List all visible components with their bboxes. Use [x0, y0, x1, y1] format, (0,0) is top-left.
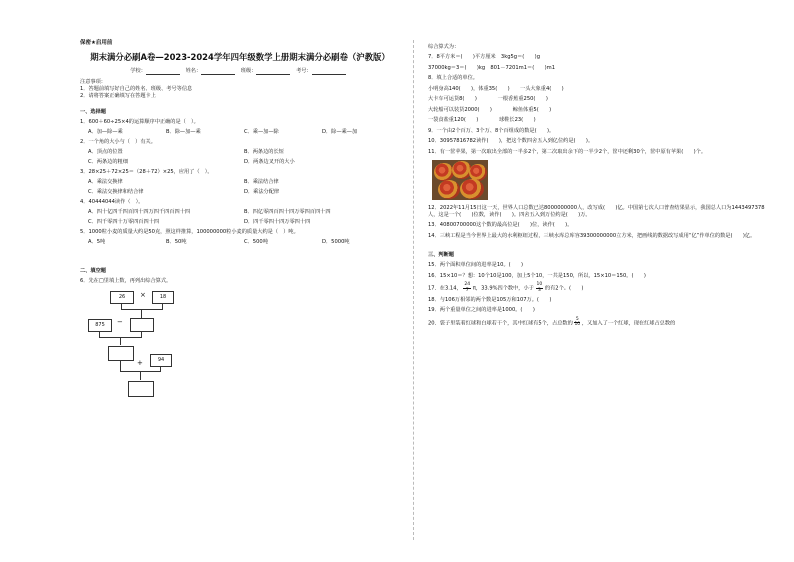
q2-option-b[interactable]: B．两条边的长短 — [244, 148, 284, 155]
notice-2: 2．请将答案正确填写在答题卡上 — [80, 93, 156, 100]
fraction-24-7 — [463, 283, 471, 293]
info-class: 班级： — [240, 68, 257, 75]
q17-mid: π，33.9%四个数中，小于 — [472, 285, 534, 292]
answer-box-3[interactable] — [128, 381, 154, 397]
q1-option-c[interactable]: C．乘—加—除 — [244, 128, 279, 135]
right-column — [428, 40, 768, 331]
q8-row4: 一袋食盐重120( ) 球鞋长23( ) — [428, 117, 536, 124]
frac-denominator: 3 — [537, 287, 541, 293]
box-875: 875 — [88, 319, 112, 332]
fraction-10-3 — [536, 283, 544, 293]
q6-text: 6．先在□里填上数，再列出综合算式。 — [80, 277, 172, 284]
q3-option-a[interactable]: A．乘法交换律 — [88, 178, 123, 185]
box-94: 94 — [150, 354, 172, 367]
info-name: 姓名： — [185, 68, 202, 75]
q17-text — [428, 283, 768, 293]
q20-text — [428, 318, 768, 328]
q2-option-d[interactable]: D．两条边叉开的大小 — [244, 158, 295, 165]
q3-options — [88, 179, 400, 196]
q4-option-b[interactable]: B．四亿零四百四十四万零四百四十四 — [244, 208, 331, 215]
apple-baskets-image — [432, 160, 488, 200]
connector-line — [140, 371, 141, 380]
fraction-5-10 — [574, 318, 580, 328]
q8-title: 8．填上合适的单位。 — [428, 75, 478, 82]
q4-text: 4．40444044读作（ ）。 — [80, 198, 144, 205]
q10-text: 10．30957816782读作( )，把这个数四舍五入到亿位约是( )。 — [428, 138, 594, 145]
name-blank[interactable] — [201, 69, 235, 75]
q8-row2: 大卡车可运货8( ) 一根香蕉重250( ) — [428, 96, 548, 103]
apple-bag — [434, 163, 454, 181]
q5-option-d[interactable]: D．5000吨 — [322, 238, 350, 245]
q5-text: 5．1000粒小麦的质量大约是50克，照这样推算，100000000粒小麦的质量大约是（ ）吨。 — [80, 228, 299, 235]
q2-option-c[interactable]: C．两条边的粗细 — [88, 158, 128, 165]
apple-bag — [460, 179, 484, 199]
class-blank[interactable] — [256, 69, 290, 75]
q18-text: 18．与106万相邻的两个数是105万和107万。( ) — [428, 296, 552, 303]
connector-line — [120, 360, 121, 371]
q2-text: 2．一个角的大小与（ ）有关。 — [80, 138, 156, 145]
q17-start: 17．在3.14， — [428, 285, 462, 292]
box-26: 26 — [110, 291, 134, 304]
q5-option-b[interactable]: B．50吨 — [166, 238, 187, 245]
notice-1: 1．答题前填写好自己的姓名、班级、考号等信息 — [80, 86, 193, 93]
q5-options — [88, 239, 400, 246]
exam-title: 期末满分必刷A卷—2023-2024学年四年级数学上册期末满分必刷卷（沪教版） — [90, 52, 390, 63]
section2-title: 二、填空题 — [80, 267, 106, 274]
q20-end: ，又加入了一个红球，现在红球占总数的 — [581, 320, 676, 327]
q8-row3: 大轮船可以装货2000( ) 鲸鱼体重5( ) — [428, 106, 552, 113]
q1-text: 1．600＋60÷25×4的运算顺序中正确的是（ ）。 — [80, 118, 199, 125]
q1-option-b[interactable]: B．除—加—乘 — [166, 128, 201, 135]
answer-box-2[interactable] — [108, 346, 134, 361]
q3-text: 3．28×25＋72×25＝（28＋72）×25，应用了（ ）。 — [80, 168, 213, 175]
minus-sign: − — [117, 317, 123, 326]
q3-option-b[interactable]: B．乘法结合律 — [244, 178, 279, 185]
q4-options — [88, 209, 400, 226]
school-blank[interactable] — [146, 69, 180, 75]
frac-denominator: 7 — [465, 287, 469, 293]
notice-title: 注意事项： — [80, 79, 106, 86]
q5-option-c[interactable]: C．500吨 — [244, 238, 268, 245]
info-line — [80, 68, 400, 75]
q3-option-d[interactable]: D．乘法分配律 — [244, 188, 280, 195]
number-blank[interactable] — [312, 69, 346, 75]
q7-line2: 37000kg＝3＝( )kg 801－7201m1＝( )m1 — [428, 64, 555, 71]
multiply-sign: × — [140, 290, 146, 299]
left-column — [80, 40, 400, 399]
info-number: 考号： — [296, 68, 312, 75]
connector-line — [121, 309, 163, 310]
q1-option-a[interactable]: A．加—除—乘 — [88, 128, 123, 135]
q17-end: 的有2个。( ) — [544, 285, 584, 292]
answer-box-1[interactable] — [130, 318, 154, 332]
connector-line — [120, 337, 121, 345]
q15-text: 15．两个面积单位间的进率是10。( ) — [428, 262, 524, 269]
frac-numerator: 5 — [575, 316, 579, 322]
combined-formula-label: 综合算式为： — [428, 43, 460, 50]
q16-text: 16．15×10＝？想：10个10是100，加上5个10，一共是150，所以，15×10＝150。( ) — [428, 272, 646, 279]
section3-title: 三、判断题 — [428, 251, 454, 258]
column-divider — [413, 40, 414, 540]
box-18: 18 — [152, 291, 174, 304]
q6-diagram — [84, 289, 204, 399]
q3-option-c[interactable]: C．乘法交换律和结合律 — [88, 188, 144, 195]
q1-option-d[interactable]: D．除—乘—加 — [322, 128, 358, 135]
q11-text: 11．有一筐苹果，第一次取出全部的一半多2个，第二次取出余下的一半少2个，筐中还剩30个，筐中原有苹果( )个。 — [428, 148, 707, 155]
q8-row1: 小明身高140( )，体重35( ) 一头大象重4( ) — [428, 85, 564, 92]
q14-text: 14．三峡工程是当今世界上最大的水利枢纽过程，三峡水库总库容39300000000立方米，把画线的数据改写成用“亿”作单位的数是( )亿。 — [428, 232, 756, 239]
connector-line — [141, 309, 142, 318]
frac-denominator: 10 — [574, 322, 581, 328]
q4-option-a[interactable]: A．四十亿四千四百四十四万四千四百四十四 — [88, 208, 191, 215]
secret-label: 保密★启用前 — [80, 40, 113, 46]
q9-text: 9．一个由2个百万、3个万、8个百组成的数是( )。 — [428, 127, 555, 134]
frac-numerator: 24 — [464, 282, 471, 288]
q5-option-a[interactable]: A．5吨 — [88, 238, 106, 245]
q20-start: 20．袋子里装着红球和白球若干个，其中红球有5个，占总数的 — [428, 320, 573, 327]
info-school: 学校： — [130, 68, 146, 75]
q7-line1: 7．8平方米＝( )平方厘米 3kg5g＝( )g — [428, 54, 540, 61]
q19-text: 19．两个重量单位之间的进率是1000。( ) — [428, 307, 535, 314]
q1-options — [88, 129, 400, 136]
section1-title: 一、选择题 — [80, 108, 106, 115]
q2-option-a[interactable]: A．顶点的位置 — [88, 148, 123, 155]
frac-numerator: 10 — [536, 282, 543, 288]
q2-options — [88, 149, 400, 166]
q4-option-d[interactable]: D．四千零四十四万零四十四 — [244, 218, 311, 225]
plus-sign: + — [137, 358, 143, 367]
q12-text: 12．2022年11月15日这一天，世界人口总数已达8000000000人，改写成( )亿。中国第七次人口普查结果显示，我国总人口为1443497378人，这是一个( )位数，读作( )。四舍五入到万位约是( )万。 — [428, 204, 765, 218]
apple-bag — [438, 180, 460, 199]
q4-option-c[interactable]: C．四千零四十万零四百四十四 — [88, 218, 160, 225]
q13-text: 13．40800700000这个数的最高位是( )位，读作( )。 — [428, 222, 573, 229]
